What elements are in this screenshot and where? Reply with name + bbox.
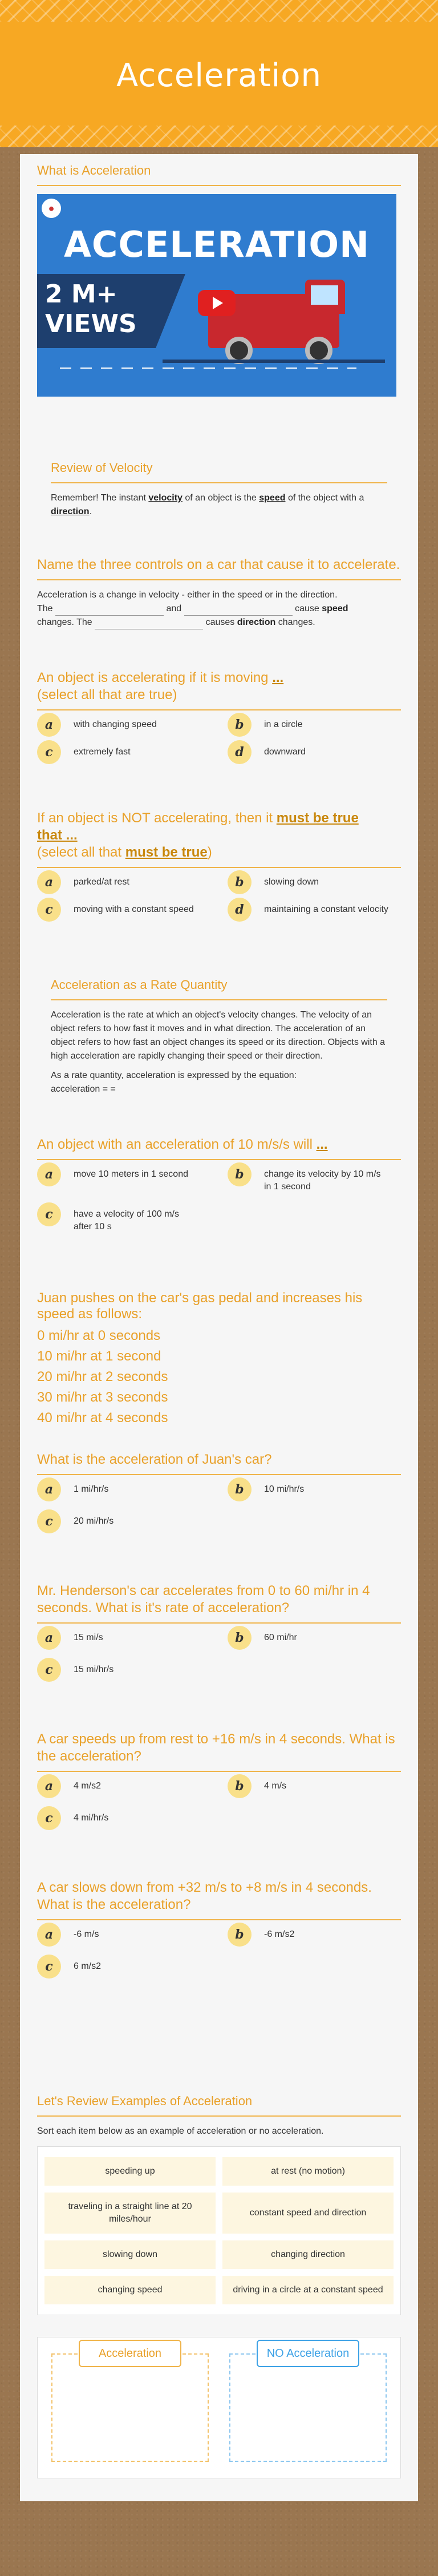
text-part: causes: [205, 617, 235, 627]
option-letter: a: [37, 870, 61, 894]
bin-label-acceleration: Acceleration: [79, 2340, 181, 2367]
option-letter: b: [228, 1923, 252, 1947]
answer-option[interactable]: [37, 876, 210, 894]
title-highlight: that ...: [37, 827, 78, 843]
section-title: Review of Velocity: [51, 459, 387, 483]
draggable-item[interactable]: speeding up: [44, 2157, 216, 2186]
answer-option[interactable]: [228, 876, 401, 894]
blank-input[interactable]: [55, 607, 164, 616]
option-text: 60 mi/hr: [264, 1633, 297, 1642]
answer-option[interactable]: [37, 1483, 210, 1501]
option-text: 1 mi/hr/s: [74, 1484, 109, 1494]
answer-option[interactable]: [37, 1928, 210, 1947]
option-text: change its velocity by 10 m/s in 1 second: [264, 1169, 381, 1192]
text-part: of an object is the: [182, 493, 259, 503]
text-part: and: [166, 604, 182, 613]
road-line: [163, 360, 385, 363]
channel-avatar-icon[interactable]: ●: [42, 199, 61, 218]
answer-options: [37, 1168, 401, 1233]
title-text: An object with an acceleration of 10 m/s/s will: [37, 1137, 317, 1152]
option-letter: a: [37, 1774, 61, 1798]
option-text: -6 m/s2: [264, 1929, 295, 1939]
rate-equation: acceleration = =: [51, 1084, 116, 1094]
header-pattern-top: [0, 0, 438, 22]
views-line-1: 2 M+: [45, 280, 117, 309]
answer-option[interactable]: [228, 718, 401, 737]
controls-text-1: Acceleration is a change in velocity - either in the speed or in the direction.: [37, 590, 338, 600]
text-part: .: [89, 507, 92, 516]
question-title: [37, 669, 401, 710]
title-text: If an object is NOT accelerating, then it: [37, 810, 277, 826]
answer-options: [37, 718, 401, 764]
controls-text-3: [37, 616, 401, 629]
answer-option[interactable]: [37, 1812, 210, 1830]
option-letter: a: [37, 1162, 61, 1186]
juan-line: Juan pushes on the car's gas pedal and increases his speed as follows:: [37, 1290, 363, 1322]
juan-line: 10 mi/hr at 1 second: [37, 1348, 161, 1364]
option-letter: b: [228, 1626, 252, 1650]
video-player[interactable]: [37, 194, 396, 397]
answer-option[interactable]: [37, 1780, 210, 1798]
option-letter: c: [37, 1202, 61, 1226]
answer-options: [37, 1928, 401, 1979]
juan-line: 40 mi/hr at 4 seconds: [37, 1410, 168, 1426]
title-subtext: (select all that: [37, 845, 125, 860]
blank-input[interactable]: [184, 607, 293, 616]
title-subtext: ): [207, 845, 212, 860]
option-letter: b: [228, 870, 252, 894]
option-text: 10 mi/hr/s: [264, 1484, 305, 1494]
option-letter: a: [37, 1626, 61, 1650]
text-part: Remember! The instant: [51, 493, 149, 503]
option-text: move 10 meters in 1 second: [74, 1169, 188, 1179]
video-title: ACCELERATION: [63, 224, 370, 265]
section-title: Name the three controls on a car that cause it to accelerate.: [37, 556, 401, 580]
speed-dashes: [60, 368, 356, 369]
bin-label-no-acceleration: NO Acceleration: [257, 2340, 359, 2367]
option-text: 4 m/s2: [74, 1781, 102, 1791]
answer-option[interactable]: [228, 1780, 401, 1798]
section-what: [37, 162, 401, 397]
keyword-speed: speed: [259, 493, 286, 503]
title-subtext: (select all that are true): [37, 687, 177, 702]
option-letter: b: [228, 1477, 252, 1501]
question-1: [37, 669, 401, 764]
section-title: Let's Review Examples of Acceleration: [37, 2093, 401, 2117]
text-part: cause: [295, 604, 319, 613]
text-part: The: [37, 604, 53, 613]
title-highlight: must be true: [276, 810, 359, 826]
option-text: 15 mi/hr/s: [74, 1665, 114, 1674]
draggable-item[interactable]: traveling in a straight line at 20 miles/hour: [44, 2193, 216, 2234]
section-controls: [37, 556, 401, 629]
option-letter: c: [37, 1955, 61, 1979]
answer-option[interactable]: [228, 1168, 401, 1193]
option-text: downward: [264, 747, 306, 757]
option-text: in a circle: [264, 720, 303, 729]
question-6: [37, 1731, 401, 1830]
keyword-direction: direction: [237, 617, 276, 627]
rate-paragraph: Acceleration is the rate at which an object's velocity changes. The velocity of an object refers to how fast it moves and in what direction. The acceleration of an object refers to how fast an object changes its speed or its direction. Objects with a high acceleration are rapidly changing their speed or their direction.: [51, 1010, 386, 1061]
answer-option[interactable]: [228, 1632, 401, 1650]
question-title: Mr. Henderson's car accelerates from 0 to 60 mi/hr in 4 seconds. What is it's rate of acceleration?: [37, 1582, 401, 1624]
text-part: of the object with a: [285, 493, 364, 503]
drop-zone-acceleration[interactable]: [51, 2347, 209, 2462]
question-2: [37, 810, 401, 922]
option-letter: c: [37, 1658, 61, 1682]
drop-bins: [37, 2337, 401, 2478]
review-instruction: Sort each item below as an example of acceleration or no acceleration.: [37, 2126, 324, 2136]
sort-items: [37, 2146, 401, 2315]
juan-line: 20 mi/hr at 2 seconds: [37, 1369, 168, 1384]
option-letter: b: [228, 713, 252, 737]
section-review-examples: [37, 2093, 401, 2478]
answer-options: [37, 1780, 401, 1830]
answer-option[interactable]: [37, 1632, 210, 1650]
option-text: 15 mi/s: [74, 1633, 103, 1642]
draggable-item[interactable]: constant speed and direction: [222, 2193, 394, 2234]
section-rate: [37, 976, 401, 1096]
answer-options: [37, 1483, 401, 1533]
option-letter: a: [37, 1477, 61, 1501]
option-letter: b: [228, 1774, 252, 1798]
option-text: slowing down: [264, 877, 319, 887]
answer-options: [37, 1632, 401, 1682]
title-highlight: must be true: [125, 845, 208, 860]
option-text: moving with a constant speed: [74, 905, 194, 914]
section-review-velocity: [37, 459, 401, 519]
draggable-item[interactable]: changing speed: [44, 2276, 216, 2304]
drop-zone-no-acceleration[interactable]: [229, 2347, 387, 2462]
title-highlight: ...: [272, 670, 284, 685]
option-letter: d: [228, 898, 252, 922]
answer-option[interactable]: [228, 746, 401, 764]
option-letter: b: [228, 1162, 252, 1186]
keyword-speed: speed: [322, 604, 348, 613]
velocity-text: [51, 491, 387, 519]
question-title: What is the acceleration of Juan's car?: [37, 1451, 401, 1475]
blank-input[interactable]: [95, 620, 203, 629]
answer-option[interactable]: [37, 1168, 210, 1193]
answer-option[interactable]: [37, 1208, 210, 1233]
option-text: -6 m/s: [74, 1929, 99, 1939]
option-text: have a velocity of 100 m/s after 10 s: [74, 1209, 179, 1232]
option-text: 4 mi/hr/s: [74, 1813, 109, 1823]
question-4: [37, 1451, 401, 1533]
title-highlight: ...: [316, 1137, 328, 1152]
draggable-item[interactable]: at rest (no motion): [222, 2157, 394, 2186]
draggable-item[interactable]: slowing down: [44, 2240, 216, 2269]
juan-line: 0 mi/hr at 0 seconds: [37, 1328, 161, 1343]
option-text: maintaining a constant velocity: [264, 905, 388, 914]
option-text: with changing speed: [74, 720, 157, 729]
text-part: changes. The: [37, 617, 92, 627]
text-part: changes.: [278, 617, 315, 627]
question-title: [37, 810, 401, 868]
question-title: A car speeds up from rest to +16 m/s in 4 seconds. What is the acceleration?: [37, 1731, 401, 1772]
option-letter: c: [37, 898, 61, 922]
option-text: 4 m/s: [264, 1781, 287, 1791]
keyword-direction: direction: [51, 507, 90, 516]
header-pattern-bottom: [0, 126, 438, 147]
video-views: [45, 280, 137, 339]
content-card: [20, 154, 418, 2501]
option-text: 6 m/s2: [74, 1961, 102, 1971]
controls-text-2: [37, 602, 401, 616]
rate-paragraph-2: As a rate quantity, acceleration is expressed by the equation:: [51, 1071, 297, 1080]
answer-option[interactable]: [228, 1483, 401, 1501]
option-letter: c: [37, 740, 61, 764]
play-icon[interactable]: [198, 290, 236, 316]
title-text: An object is accelerating if it is moving: [37, 670, 273, 685]
juan-line: 30 mi/hr at 3 seconds: [37, 1390, 168, 1405]
answer-option[interactable]: [37, 746, 210, 764]
option-text: parked/at rest: [74, 877, 129, 887]
draggable-item[interactable]: changing direction: [222, 2240, 394, 2269]
option-letter: a: [37, 1923, 61, 1947]
answer-options: [37, 876, 401, 922]
answer-option[interactable]: [37, 1960, 210, 1979]
page-header: [0, 0, 438, 147]
option-text: extremely fast: [74, 747, 131, 757]
question-3: [37, 1136, 401, 1233]
section-juan: [37, 1290, 401, 1428]
option-text: 20 mi/hr/s: [74, 1516, 114, 1526]
draggable-item[interactable]: driving in a circle at a constant speed: [222, 2276, 394, 2304]
page-title: Acceleration: [116, 57, 322, 94]
answer-option[interactable]: [37, 718, 210, 737]
answer-option[interactable]: [228, 1928, 401, 1947]
answer-option[interactable]: [37, 903, 210, 922]
answer-option[interactable]: [37, 1664, 210, 1682]
section-title: Acceleration as a Rate Quantity: [51, 976, 387, 1000]
option-letter: d: [228, 740, 252, 764]
section-title: What is Acceleration: [37, 162, 401, 186]
answer-option[interactable]: [228, 903, 401, 922]
keyword-velocity: velocity: [148, 493, 182, 503]
question-7: [37, 1879, 401, 1979]
question-5: [37, 1582, 401, 1682]
option-letter: a: [37, 713, 61, 737]
question-title: [37, 1136, 401, 1160]
option-letter: c: [37, 1806, 61, 1830]
views-line-2: VIEWS: [45, 309, 137, 338]
answer-option[interactable]: [37, 1515, 210, 1533]
truck-window-icon: [311, 285, 338, 305]
question-title: A car slows down from +32 m/s to +8 m/s in 4 seconds. What is the acceleration?: [37, 1879, 401, 1920]
option-letter: c: [37, 1509, 61, 1533]
